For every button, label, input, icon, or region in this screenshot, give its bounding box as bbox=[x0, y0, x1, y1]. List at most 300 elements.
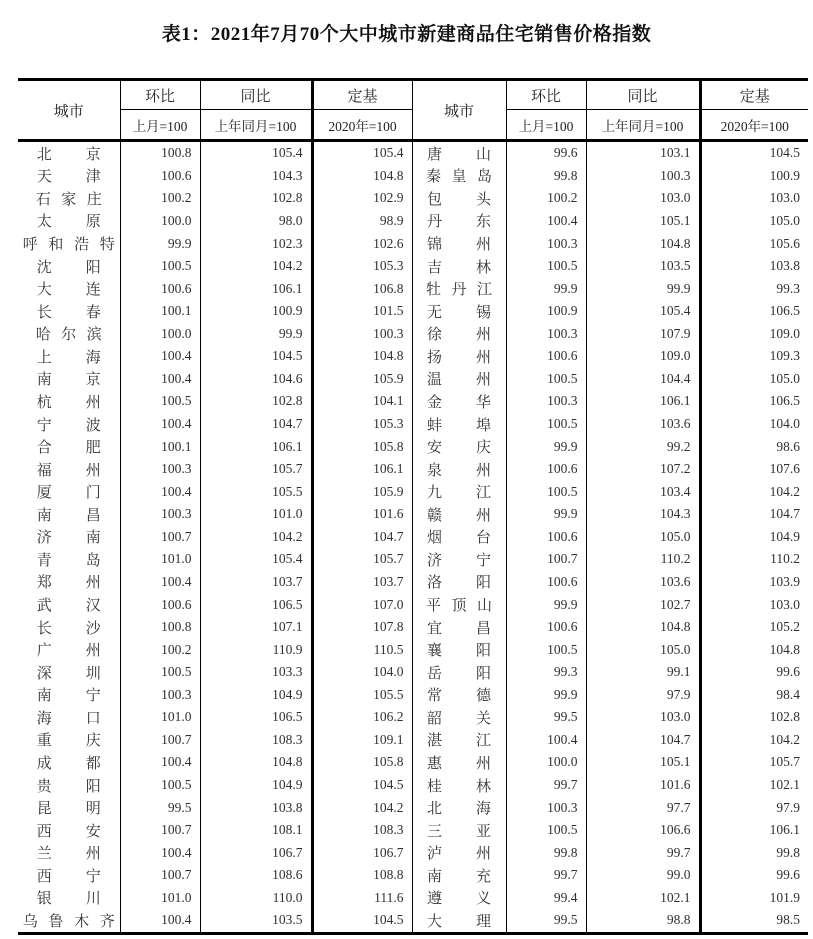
value-fixed-cell: 103.8 bbox=[769, 258, 800, 274]
value-mom-cell: 100.4 bbox=[120, 413, 200, 436]
value-fixed-cell: 104.2 bbox=[769, 483, 800, 499]
value-mom-cell: 100.0 bbox=[120, 210, 200, 233]
value-mom-cell: 100.2 bbox=[506, 187, 586, 210]
value-mom-cell: 100.3 bbox=[506, 323, 586, 346]
value-mom-cell: 101.0 bbox=[120, 706, 200, 729]
value-fixed-cell: 106.5 bbox=[769, 303, 800, 319]
value-fixed-cell: 99.3 bbox=[776, 280, 800, 296]
city-cell bbox=[412, 435, 506, 458]
header-fixed-left: 定基 bbox=[312, 80, 412, 110]
city-cell bbox=[18, 458, 120, 481]
header-mom-right: 环比 bbox=[506, 80, 586, 110]
value-fixed-cell: 106.1 bbox=[312, 458, 412, 481]
value-yoy-cell: 105.5 bbox=[200, 480, 312, 503]
value-mom-cell: 100.3 bbox=[506, 232, 586, 255]
value-yoy-cell: 100.9 bbox=[200, 300, 312, 323]
value-fixed-cell: 105.3 bbox=[312, 255, 412, 278]
value-mom-cell: 100.6 bbox=[506, 458, 586, 481]
value-mom-cell: 100.3 bbox=[120, 503, 200, 526]
city-name: 银川 bbox=[36, 891, 101, 908]
table-body bbox=[18, 141, 808, 934]
city-name: 大理 bbox=[427, 913, 491, 930]
value-yoy-cell: 106.1 bbox=[200, 277, 312, 300]
city-cell bbox=[412, 323, 506, 346]
city-name: 吉林 bbox=[427, 259, 491, 276]
value-yoy-cell: 109.0 bbox=[586, 345, 700, 368]
city-name: 乌鲁木齐 bbox=[22, 913, 115, 930]
value-yoy-cell: 107.1 bbox=[200, 616, 312, 639]
city-name: 南京 bbox=[36, 372, 101, 389]
city-cell bbox=[18, 165, 120, 188]
city-name: 成都 bbox=[36, 755, 101, 772]
value-yoy-cell: 105.4 bbox=[200, 548, 312, 571]
value-fixed-cell: 105.9 bbox=[312, 368, 412, 391]
value-mom-cell: 100.4 bbox=[120, 909, 200, 933]
value-mom-cell: 99.5 bbox=[506, 706, 586, 729]
value-fixed-cell: 106.2 bbox=[312, 706, 412, 729]
city-cell bbox=[412, 277, 506, 300]
city-name: 沈阳 bbox=[36, 259, 101, 276]
value-mom-cell: 100.8 bbox=[120, 141, 200, 165]
city-cell bbox=[412, 232, 506, 255]
city-cell bbox=[18, 435, 120, 458]
value-yoy-cell: 108.1 bbox=[200, 819, 312, 842]
value-fixed-cell: 104.5 bbox=[312, 774, 412, 797]
value-fixed-cell: 107.6 bbox=[769, 461, 800, 477]
city-cell bbox=[412, 300, 506, 323]
value-yoy-cell: 104.6 bbox=[200, 368, 312, 391]
value-fixed-cell: 99.8 bbox=[776, 844, 800, 860]
city-name: 烟台 bbox=[427, 530, 491, 547]
header-yoy-left: 同比 bbox=[200, 80, 312, 110]
value-mom-cell: 100.1 bbox=[120, 300, 200, 323]
value-fixed-cell: 104.5 bbox=[700, 141, 808, 165]
value-fixed-cell: 104.9 bbox=[769, 528, 800, 544]
value-yoy-cell: 105.1 bbox=[586, 210, 700, 233]
value-yoy-cell: 103.8 bbox=[200, 796, 312, 819]
value-fixed-cell: 100.9 bbox=[769, 167, 800, 183]
value-mom-cell: 99.9 bbox=[506, 435, 586, 458]
value-fixed-cell: 109.3 bbox=[769, 348, 800, 364]
table-row bbox=[18, 751, 808, 774]
city-name: 深圳 bbox=[36, 665, 101, 682]
value-fixed-cell: 104.8 bbox=[769, 641, 800, 657]
value-mom-cell: 100.7 bbox=[120, 526, 200, 549]
value-mom-cell: 100.7 bbox=[120, 864, 200, 887]
city-name: 贵阳 bbox=[36, 778, 101, 795]
value-yoy-cell: 104.5 bbox=[200, 345, 312, 368]
value-yoy-cell: 110.9 bbox=[200, 638, 312, 661]
value-mom-cell: 100.5 bbox=[506, 255, 586, 278]
city-cell bbox=[18, 909, 120, 933]
city-name: 三亚 bbox=[427, 823, 491, 840]
value-fixed-cell: 107.8 bbox=[312, 616, 412, 639]
value-mom-cell: 100.6 bbox=[120, 277, 200, 300]
city-cell bbox=[412, 819, 506, 842]
city-cell bbox=[412, 526, 506, 549]
city-name: 宁波 bbox=[36, 417, 101, 434]
city-name: 广州 bbox=[36, 643, 101, 660]
value-mom-cell: 100.3 bbox=[120, 458, 200, 481]
value-mom-cell: 100.3 bbox=[120, 684, 200, 707]
city-name: 包头 bbox=[427, 191, 491, 208]
value-yoy-cell: 103.6 bbox=[586, 413, 700, 436]
city-cell bbox=[412, 887, 506, 910]
value-fixed-cell: 104.2 bbox=[769, 731, 800, 747]
value-yoy-cell: 107.2 bbox=[586, 458, 700, 481]
value-mom-cell: 101.0 bbox=[120, 887, 200, 910]
value-yoy-cell: 104.7 bbox=[586, 729, 700, 752]
value-yoy-cell: 104.7 bbox=[200, 413, 312, 436]
value-mom-cell: 100.5 bbox=[120, 255, 200, 278]
value-fixed-cell: 102.1 bbox=[769, 777, 800, 793]
header-mom-base-right: 上月=100 bbox=[506, 110, 586, 141]
value-yoy-cell: 102.8 bbox=[200, 390, 312, 413]
city-cell bbox=[412, 210, 506, 233]
city-name: 韶关 bbox=[427, 710, 491, 727]
value-mom-cell: 100.4 bbox=[506, 729, 586, 752]
value-yoy-cell: 97.9 bbox=[586, 684, 700, 707]
value-yoy-cell: 100.3 bbox=[586, 165, 700, 188]
table-row bbox=[18, 774, 808, 797]
value-yoy-cell: 102.1 bbox=[586, 887, 700, 910]
city-cell bbox=[18, 413, 120, 436]
city-cell bbox=[412, 909, 506, 933]
value-fixed-cell: 104.8 bbox=[312, 165, 412, 188]
value-yoy-cell: 106.5 bbox=[200, 593, 312, 616]
value-mom-cell: 100.7 bbox=[120, 729, 200, 752]
table-row bbox=[18, 255, 808, 278]
value-yoy-cell: 99.9 bbox=[200, 323, 312, 346]
value-mom-cell: 100.7 bbox=[506, 548, 586, 571]
value-mom-cell: 100.2 bbox=[120, 638, 200, 661]
value-yoy-cell: 104.8 bbox=[586, 232, 700, 255]
city-cell bbox=[412, 593, 506, 616]
city-cell bbox=[18, 841, 120, 864]
value-mom-cell: 100.9 bbox=[506, 300, 586, 323]
table-row bbox=[18, 480, 808, 503]
value-mom-cell: 100.6 bbox=[120, 593, 200, 616]
city-name: 扬州 bbox=[427, 349, 491, 366]
header-yoy-right: 同比 bbox=[586, 80, 700, 110]
city-name: 桂林 bbox=[427, 778, 491, 795]
value-yoy-cell: 104.4 bbox=[586, 368, 700, 391]
city-cell bbox=[18, 277, 120, 300]
city-name: 泸州 bbox=[427, 846, 491, 863]
table-row bbox=[18, 638, 808, 661]
city-name: 唐山 bbox=[427, 146, 491, 163]
value-fixed-cell: 110.5 bbox=[312, 638, 412, 661]
table-row bbox=[18, 684, 808, 707]
value-yoy-cell: 98.0 bbox=[200, 210, 312, 233]
city-name: 福州 bbox=[36, 462, 101, 479]
value-fixed-cell: 104.0 bbox=[769, 416, 800, 432]
value-mom-cell: 100.1 bbox=[120, 435, 200, 458]
value-yoy-cell: 103.1 bbox=[586, 141, 700, 165]
city-cell bbox=[18, 232, 120, 255]
city-cell bbox=[18, 887, 120, 910]
city-name: 大连 bbox=[36, 282, 101, 299]
city-cell bbox=[412, 864, 506, 887]
city-name: 郑州 bbox=[36, 575, 101, 592]
value-mom-cell: 101.0 bbox=[120, 548, 200, 571]
value-yoy-cell: 99.9 bbox=[586, 277, 700, 300]
table-row bbox=[18, 503, 808, 526]
value-fixed-cell: 101.9 bbox=[769, 889, 800, 905]
value-yoy-cell: 107.9 bbox=[586, 323, 700, 346]
value-fixed-cell: 108.8 bbox=[312, 864, 412, 887]
value-yoy-cell: 103.0 bbox=[586, 187, 700, 210]
value-fixed-cell: 105.0 bbox=[769, 370, 800, 386]
value-fixed-cell: 104.7 bbox=[312, 526, 412, 549]
value-fixed-cell: 105.2 bbox=[769, 619, 800, 635]
value-yoy-cell: 104.2 bbox=[200, 526, 312, 549]
page-title: 表1：2021年7月70个大中城市新建商品住宅销售价格指数 bbox=[161, 24, 652, 45]
city-cell bbox=[18, 638, 120, 661]
city-cell bbox=[412, 503, 506, 526]
city-cell bbox=[18, 774, 120, 797]
value-mom-cell: 99.4 bbox=[506, 887, 586, 910]
city-name: 九江 bbox=[427, 485, 491, 502]
city-name: 济宁 bbox=[427, 552, 491, 569]
city-name: 丹东 bbox=[427, 214, 491, 231]
value-mom-cell: 99.7 bbox=[506, 864, 586, 887]
value-fixed-cell: 107.0 bbox=[312, 593, 412, 616]
value-mom-cell: 100.5 bbox=[506, 638, 586, 661]
city-cell bbox=[412, 480, 506, 503]
value-mom-cell: 100.4 bbox=[120, 841, 200, 864]
city-name: 北海 bbox=[427, 801, 491, 818]
value-mom-cell: 100.6 bbox=[506, 571, 586, 594]
city-name: 惠州 bbox=[427, 755, 491, 772]
value-yoy-cell: 99.1 bbox=[586, 661, 700, 684]
table-row bbox=[18, 864, 808, 887]
city-cell bbox=[412, 729, 506, 752]
value-fixed-cell: 103.9 bbox=[769, 573, 800, 589]
value-mom-cell: 99.7 bbox=[506, 774, 586, 797]
city-cell bbox=[18, 390, 120, 413]
value-yoy-cell: 103.3 bbox=[200, 661, 312, 684]
value-mom-cell: 100.5 bbox=[120, 661, 200, 684]
value-yoy-cell: 103.5 bbox=[200, 909, 312, 933]
value-mom-cell: 100.5 bbox=[120, 390, 200, 413]
city-cell bbox=[412, 390, 506, 413]
table-row bbox=[18, 165, 808, 188]
value-yoy-cell: 102.3 bbox=[200, 232, 312, 255]
value-yoy-cell: 98.8 bbox=[586, 909, 700, 933]
value-mom-cell: 99.3 bbox=[506, 661, 586, 684]
value-fixed-cell: 98.6 bbox=[776, 438, 800, 454]
value-yoy-cell: 105.0 bbox=[586, 638, 700, 661]
city-cell bbox=[412, 187, 506, 210]
value-fixed-cell: 109.1 bbox=[312, 729, 412, 752]
value-yoy-cell: 104.8 bbox=[586, 616, 700, 639]
table-row bbox=[18, 210, 808, 233]
city-name: 济南 bbox=[36, 530, 101, 547]
value-yoy-cell: 104.3 bbox=[586, 503, 700, 526]
value-fixed-cell: 104.7 bbox=[769, 506, 800, 522]
table-row bbox=[18, 435, 808, 458]
value-yoy-cell: 103.6 bbox=[586, 571, 700, 594]
table-row bbox=[18, 277, 808, 300]
value-yoy-cell: 103.4 bbox=[586, 480, 700, 503]
value-yoy-cell: 99.0 bbox=[586, 864, 700, 887]
header-yoy-base-right: 上年同月=100 bbox=[586, 110, 700, 141]
city-cell bbox=[18, 368, 120, 391]
table-row bbox=[18, 368, 808, 391]
value-fixed-cell: 98.5 bbox=[776, 912, 800, 928]
table-row bbox=[18, 571, 808, 594]
value-fixed-cell: 106.1 bbox=[769, 822, 800, 838]
value-yoy-cell: 97.7 bbox=[586, 796, 700, 819]
value-mom-cell: 100.7 bbox=[120, 819, 200, 842]
city-name: 长沙 bbox=[36, 620, 101, 637]
value-fixed-cell: 105.3 bbox=[312, 413, 412, 436]
city-cell bbox=[18, 684, 120, 707]
city-cell bbox=[412, 796, 506, 819]
header-city-left: 城市 bbox=[18, 80, 120, 141]
value-mom-cell: 100.6 bbox=[120, 165, 200, 188]
value-mom-cell: 99.5 bbox=[506, 909, 586, 933]
value-yoy-cell: 108.6 bbox=[200, 864, 312, 887]
city-cell bbox=[18, 796, 120, 819]
value-fixed-cell: 106.5 bbox=[769, 393, 800, 409]
value-yoy-cell: 104.9 bbox=[200, 684, 312, 707]
city-name: 合肥 bbox=[36, 440, 101, 457]
value-yoy-cell: 106.6 bbox=[586, 819, 700, 842]
value-mom-cell: 100.6 bbox=[506, 616, 586, 639]
value-yoy-cell: 106.5 bbox=[200, 706, 312, 729]
price-index-table bbox=[18, 78, 808, 935]
value-fixed-cell: 106.8 bbox=[312, 277, 412, 300]
value-mom-cell: 100.0 bbox=[506, 751, 586, 774]
city-name: 南充 bbox=[427, 868, 491, 885]
city-cell bbox=[412, 165, 506, 188]
city-cell bbox=[18, 864, 120, 887]
city-name: 温州 bbox=[427, 372, 491, 389]
value-mom-cell: 100.3 bbox=[506, 390, 586, 413]
header-fixed-right: 定基 bbox=[700, 80, 808, 110]
value-fixed-cell: 97.9 bbox=[776, 799, 800, 815]
city-cell bbox=[18, 141, 120, 165]
table-row bbox=[18, 413, 808, 436]
table-row bbox=[18, 616, 808, 639]
city-name: 杭州 bbox=[36, 394, 101, 411]
value-mom-cell: 100.4 bbox=[120, 480, 200, 503]
city-cell bbox=[18, 571, 120, 594]
city-cell bbox=[18, 661, 120, 684]
city-cell bbox=[18, 706, 120, 729]
value-yoy-cell: 105.0 bbox=[586, 526, 700, 549]
value-fixed-cell: 98.9 bbox=[312, 210, 412, 233]
value-yoy-cell: 99.7 bbox=[586, 841, 700, 864]
value-mom-cell: 100.5 bbox=[506, 819, 586, 842]
header-mom-base-left: 上月=100 bbox=[120, 110, 200, 141]
table-row bbox=[18, 841, 808, 864]
city-cell bbox=[412, 661, 506, 684]
value-yoy-cell: 106.7 bbox=[200, 841, 312, 864]
table-row bbox=[18, 458, 808, 481]
city-cell bbox=[18, 819, 120, 842]
city-name: 兰州 bbox=[36, 846, 101, 863]
header-yoy-base-left: 上年同月=100 bbox=[200, 110, 312, 141]
city-name: 平顶山 bbox=[426, 598, 492, 615]
city-cell bbox=[412, 548, 506, 571]
city-cell bbox=[412, 141, 506, 165]
city-cell bbox=[18, 616, 120, 639]
table-row bbox=[18, 187, 808, 210]
city-name: 厦门 bbox=[36, 485, 101, 502]
value-fixed-cell: 106.7 bbox=[312, 841, 412, 864]
city-cell bbox=[412, 413, 506, 436]
value-yoy-cell: 110.2 bbox=[586, 548, 700, 571]
table-row bbox=[18, 819, 808, 842]
value-fixed-cell: 104.5 bbox=[312, 909, 412, 933]
value-fixed-cell: 101.5 bbox=[312, 300, 412, 323]
city-name: 岳阳 bbox=[427, 665, 491, 682]
city-name: 金华 bbox=[427, 394, 491, 411]
city-name: 宜昌 bbox=[427, 620, 491, 637]
value-fixed-cell: 105.9 bbox=[312, 480, 412, 503]
city-name: 石家庄 bbox=[35, 191, 102, 208]
table-row bbox=[18, 300, 808, 323]
city-name: 常德 bbox=[427, 688, 491, 705]
table-row bbox=[18, 323, 808, 346]
city-name: 无锡 bbox=[427, 304, 491, 321]
value-mom-cell: 99.9 bbox=[506, 277, 586, 300]
city-name: 安庆 bbox=[427, 440, 491, 457]
header-mom-left: 环比 bbox=[120, 80, 200, 110]
city-name: 秦皇岛 bbox=[426, 169, 492, 186]
table-header bbox=[18, 80, 808, 141]
value-yoy-cell: 110.0 bbox=[200, 887, 312, 910]
value-fixed-cell: 101.6 bbox=[312, 503, 412, 526]
value-yoy-cell: 105.4 bbox=[586, 300, 700, 323]
table-row bbox=[18, 661, 808, 684]
value-yoy-cell: 102.8 bbox=[200, 187, 312, 210]
city-cell bbox=[412, 841, 506, 864]
value-yoy-cell: 106.1 bbox=[200, 435, 312, 458]
header-fixed-base-right: 2020年=100 bbox=[720, 118, 789, 134]
value-yoy-cell: 105.4 bbox=[200, 141, 312, 165]
city-cell bbox=[412, 751, 506, 774]
city-name: 武汉 bbox=[36, 598, 101, 615]
city-cell bbox=[18, 751, 120, 774]
value-fixed-cell: 103.7 bbox=[312, 571, 412, 594]
value-fixed-cell: 98.4 bbox=[776, 686, 800, 702]
header-row-main bbox=[18, 80, 808, 110]
value-fixed-cell: 100.3 bbox=[312, 323, 412, 346]
city-name: 蚌埠 bbox=[427, 417, 491, 434]
value-yoy-cell: 104.8 bbox=[200, 751, 312, 774]
city-name: 昆明 bbox=[36, 801, 101, 818]
city-name: 赣州 bbox=[427, 507, 491, 524]
value-yoy-cell: 99.2 bbox=[586, 435, 700, 458]
value-fixed-cell: 111.6 bbox=[312, 887, 412, 910]
city-cell bbox=[412, 255, 506, 278]
city-cell bbox=[412, 638, 506, 661]
value-mom-cell: 99.5 bbox=[120, 796, 200, 819]
table-row bbox=[18, 232, 808, 255]
table-row bbox=[18, 796, 808, 819]
value-fixed-cell: 105.0 bbox=[769, 212, 800, 228]
value-yoy-cell: 106.1 bbox=[586, 390, 700, 413]
table-row bbox=[18, 729, 808, 752]
value-fixed-cell: 105.5 bbox=[312, 684, 412, 707]
value-fixed-cell: 102.6 bbox=[312, 232, 412, 255]
value-yoy-cell: 105.1 bbox=[586, 751, 700, 774]
value-mom-cell: 100.8 bbox=[120, 616, 200, 639]
